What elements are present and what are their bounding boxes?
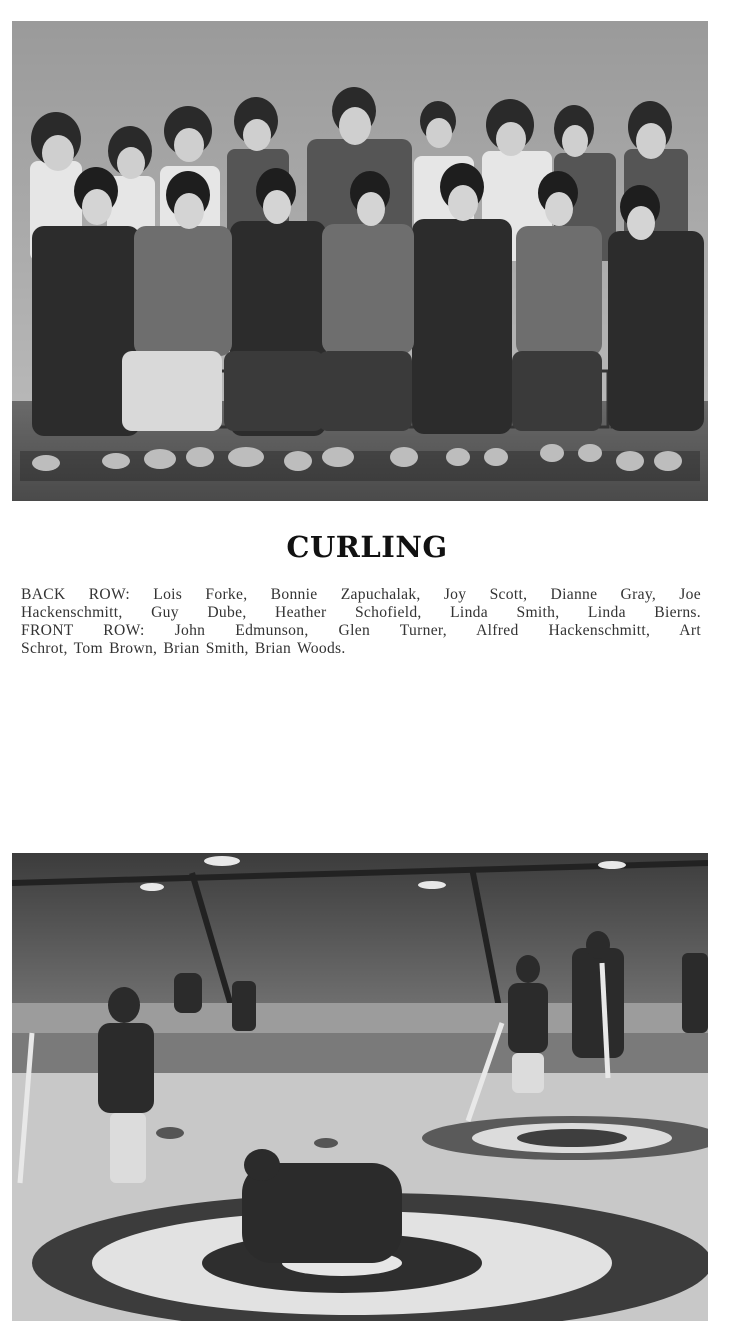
caption-line: Hackenschmitt, Guy Dube, Heather Schofield, Linda Smith, Linda Bierns. bbox=[21, 604, 701, 621]
caption-line: FRONT ROW: John Edmunson, Glen Turner, Alfred Hackenschmitt, Art bbox=[21, 622, 701, 639]
caption-line: BACK ROW: Lois Forke, Bonnie Zapuchalak, Joy Scott, Dianne Gray, Joe bbox=[21, 586, 701, 603]
team-group-photo bbox=[12, 21, 708, 501]
caption-line: Schrot, Tom Brown, Brian Smith, Brian Woods. bbox=[21, 640, 346, 657]
photo-caption bbox=[21, 586, 701, 658]
curling-action-photo bbox=[12, 853, 708, 1321]
page-title: CURLING bbox=[286, 530, 448, 564]
